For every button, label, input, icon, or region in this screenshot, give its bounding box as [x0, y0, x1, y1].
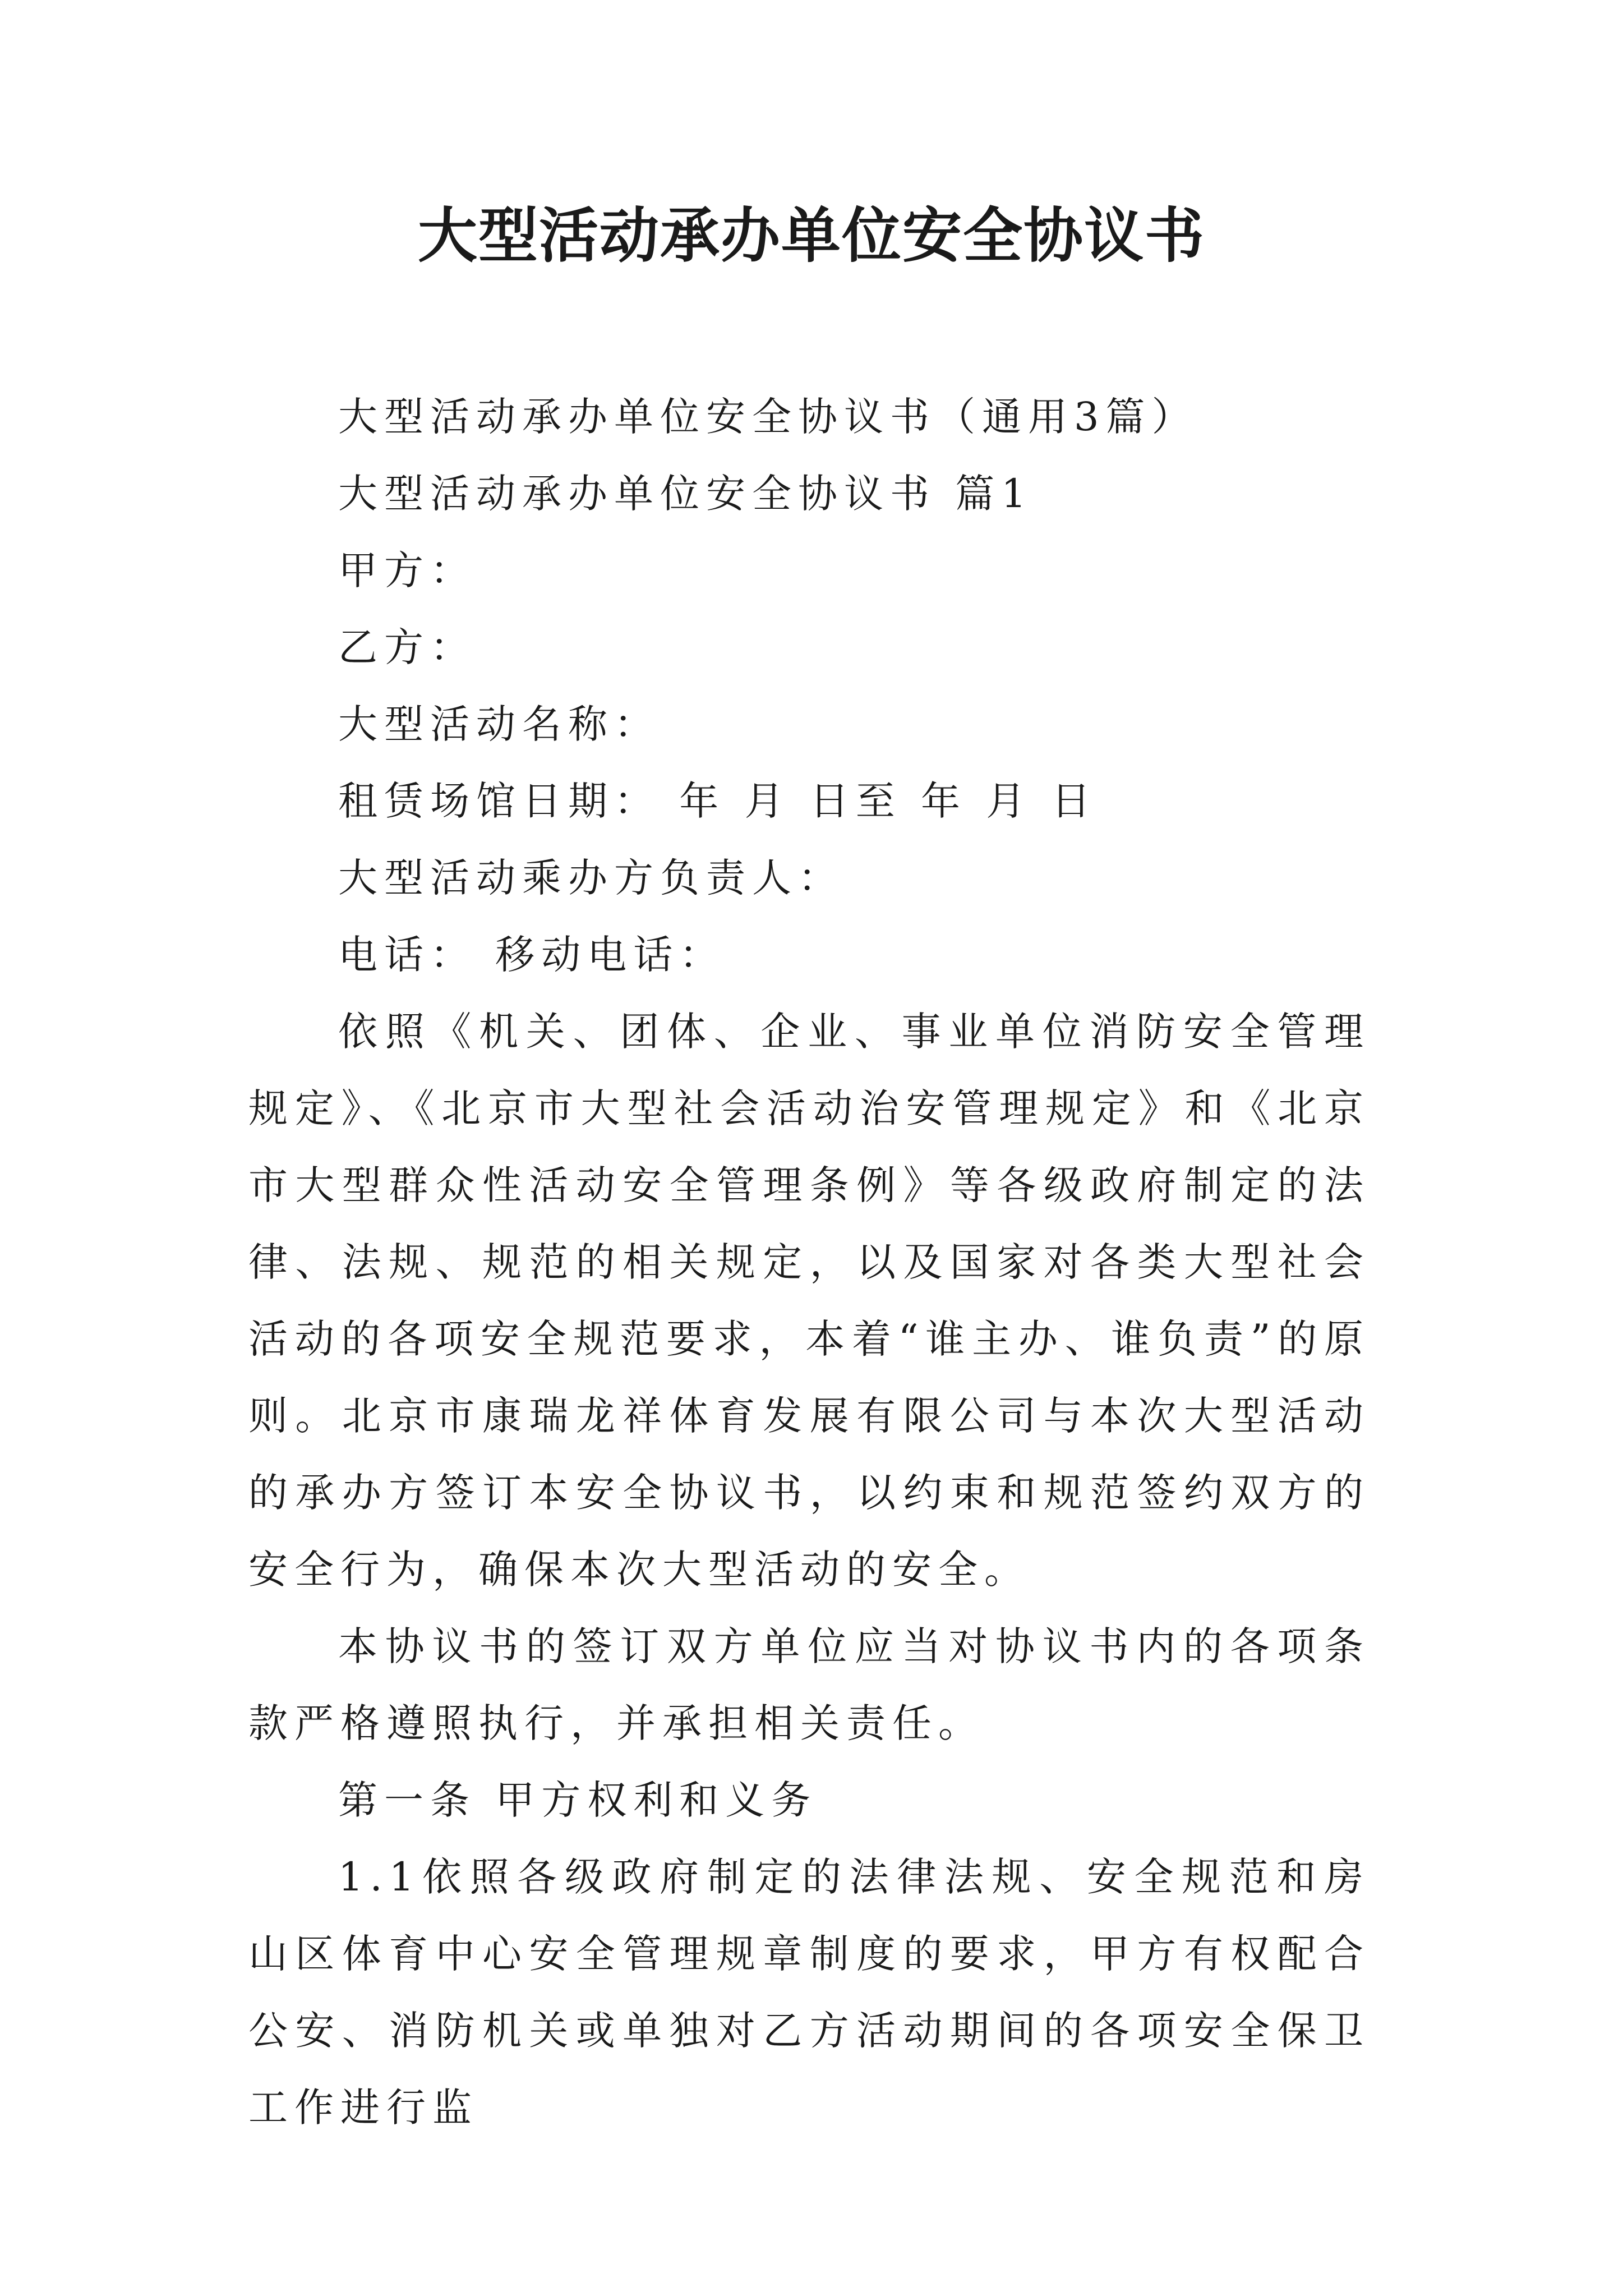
rental-date-field: 租赁场馆日期： 年 月 日至 年 月 日 — [338, 778, 1098, 824]
document-title: 大型活动承办单位安全协议书 — [418, 200, 1205, 270]
body-paragraph: 本协议书的签订双方单位应当对协议书内的各项条款严格遵照执行，并承担相关责任。 — [248, 1623, 1370, 1746]
party-a-field: 甲方： — [338, 547, 476, 593]
article-heading: 第一条 甲方权利和义务 — [338, 1777, 818, 1823]
event-name-field: 大型活动名称： — [338, 701, 660, 747]
subtitle-line: 大型活动承办单位安全协议书（通用3篇） — [338, 394, 1198, 440]
body-paragraph: 1.1依照各级政府制定的法律法规、安全规范和房山区体育中心安全管理规章制度的要求，甲方有权配合公安、消防机关或单独对乙方活动期间的各项安全保卫工作进行监 — [248, 1854, 1370, 2131]
party-b-field: 乙方： — [338, 624, 476, 670]
body-paragraph: 依照《机关、团体、企业、事业单位消防安全管理规定》、《北京市大型社会活动治安管理规定》和《北京市大型群众性活动安全管理条例》等各级政府制定的法律、法规、规范的相关规定，以及国家对各类大型社会活动的各项安全规范要求，本着“谁主办、谁负责”的原则。北京市康瑞龙祥体育发展有限公司与本次大型活动的承办方签订本安全协议书，以约束和规范签约双方的安全行为，确保本次大型活动的安全。 — [248, 1009, 1370, 1593]
phone-field: 电话： 移动电话： — [338, 932, 726, 978]
section-heading: 大型活动承办单位安全协议书 篇1 — [338, 471, 1033, 517]
organizer-contact-field: 大型活动乘办方负责人： — [338, 855, 844, 901]
document-body — [248, 379, 1370, 2146]
